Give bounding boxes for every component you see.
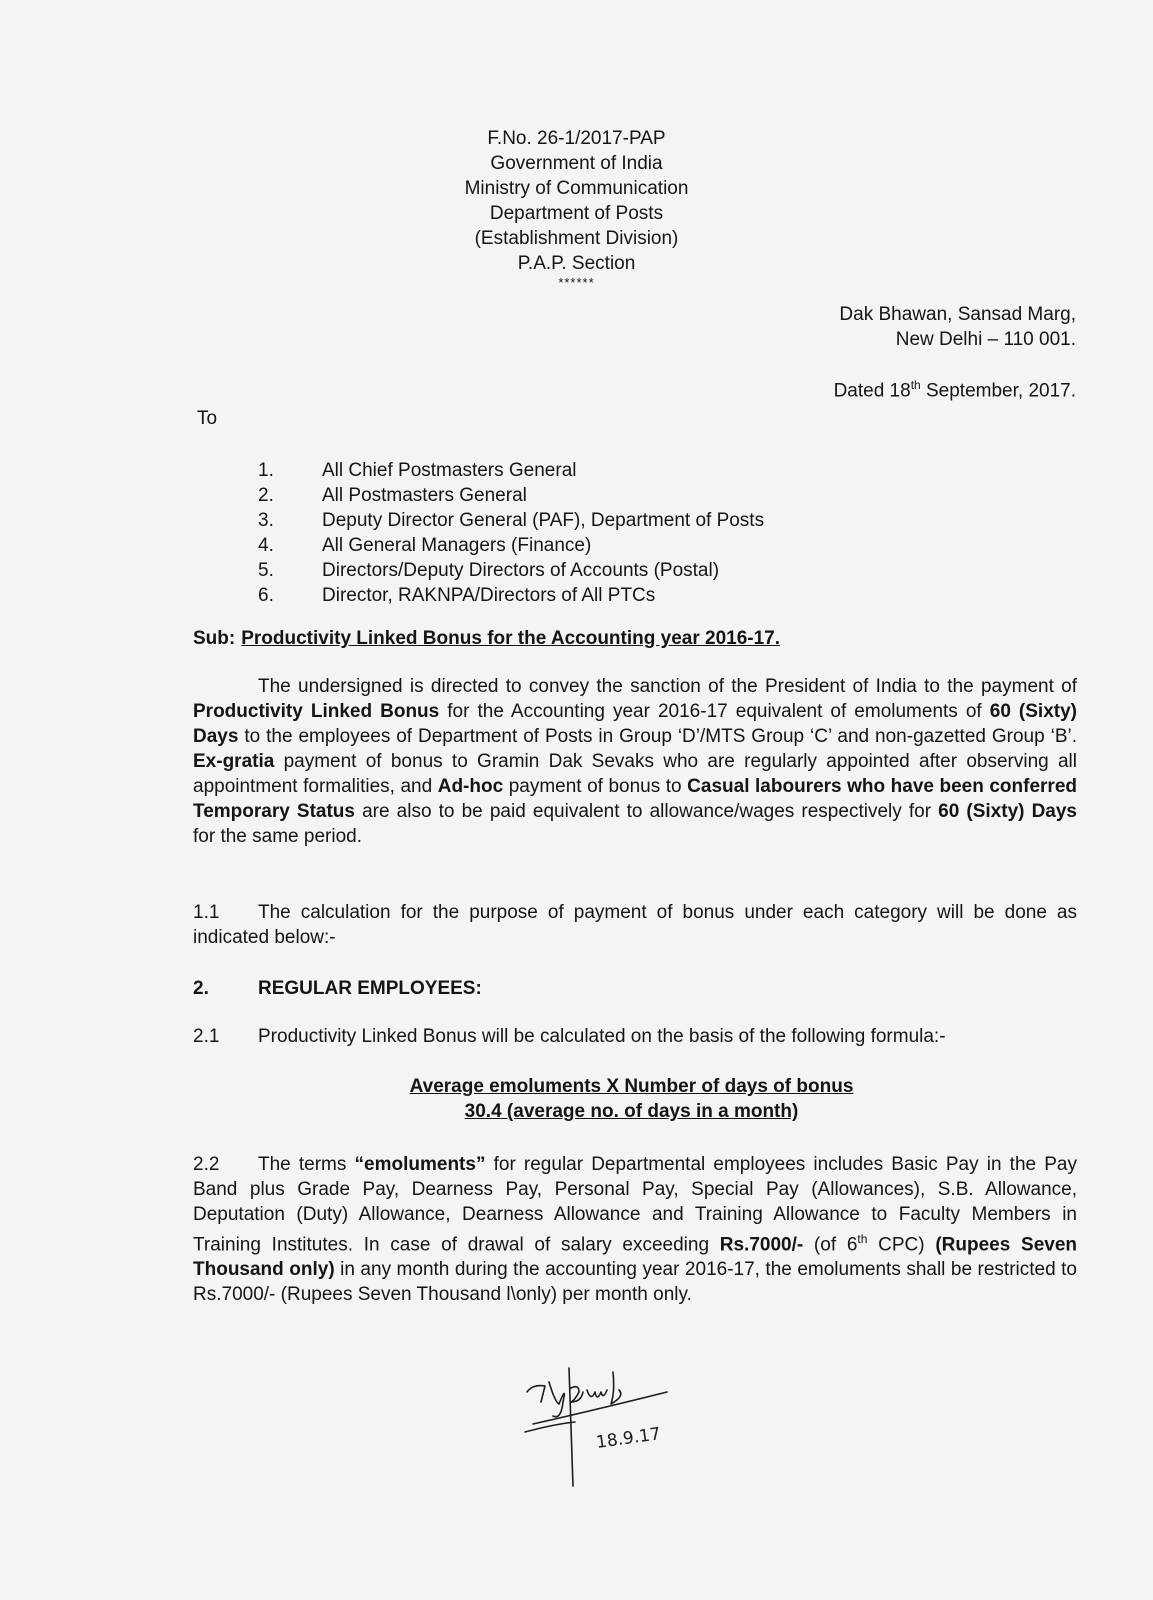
recipient-item — [258, 508, 764, 533]
bold-run: Rs.7000/- — [719, 1234, 804, 1256]
paragraph-text: Productivity Linked Bonus will be calculated on the basis of the following formula:- — [258, 1026, 946, 1047]
paragraph-2-2 — [193, 1152, 1077, 1307]
recipient-text: All General Managers (Finance) — [322, 535, 592, 556]
text-run: CPC) — [867, 1234, 936, 1256]
bold-run: “emoluments” — [354, 1154, 486, 1175]
bold-run: Ad-hoc — [437, 776, 504, 797]
government-name: Government of India — [490, 153, 663, 174]
paragraph-2-1 — [193, 1026, 946, 1048]
letter-header — [0, 126, 1153, 290]
bold-run: (Rupees Seven Thousand only) — [193, 1234, 1077, 1281]
recipient-text: Directors/Deputy Directors of Accounts (Postal) — [322, 560, 720, 581]
recipient-text: All Postmasters General — [322, 485, 527, 506]
signature-icon — [515, 1362, 685, 1492]
bonus-formula — [0, 1074, 1153, 1124]
recipient-text: All Chief Postmasters General — [322, 460, 577, 481]
handwritten-signature — [515, 1362, 685, 1497]
bold-run: 60 (Sixty) Days — [193, 701, 1077, 747]
sender-address — [839, 302, 1076, 352]
text-run: payment of bonus to — [503, 776, 688, 797]
bold-run: Productivity Linked Bonus — [193, 701, 440, 722]
text-run: for regular Departmental employees includes Basic Pay in the Pay Band plus Grade Pay, Dearness Pay, Personal Pay, Special Pay (Allowances), S.B. Allowance, Deputation (Duty) Allowance, Dearness Allowance and Training Allowance to Faculty Members in Training Institutes. In case of drawal of salary exceeding — [193, 1154, 1077, 1256]
recipient-item — [258, 558, 764, 583]
recipient-item — [258, 483, 764, 508]
signature-date: 18.9.17 — [594, 1424, 662, 1453]
to-label: To — [197, 408, 218, 429]
text-run: payment of bonus to Gramin Dak Sevaks who are regularly appointed after observing all appointment formalities, and — [193, 751, 1077, 797]
bold-run: Casual labourers who have been conferred Temporary Status — [193, 776, 1077, 822]
text-run: in any month during the accounting year 2016-17, the emoluments shall be restricted to Rs.7000/- (Rupees Seven Thousand l\only) per month only. — [193, 1259, 1077, 1306]
file-number: F.No. 26-1/2017-PAP — [487, 128, 666, 149]
recipient-number: 3. — [258, 510, 274, 531]
section-2-heading — [193, 978, 482, 1000]
subject-line — [193, 628, 780, 650]
date-suffix: September, 2017. — [920, 380, 1076, 402]
recipient-list — [258, 458, 764, 608]
division-name: (Establishment Division) — [474, 228, 679, 249]
bold-run: Ex-gratia — [193, 751, 275, 772]
text-run: to the employees of Department of Posts in Group ‘D’/MTS Group ‘C’ and non-gazetted Group ‘B’. — [238, 726, 1077, 747]
text-run: (of 6 — [803, 1234, 858, 1256]
recipient-number: 5. — [258, 560, 274, 581]
subject-label: Sub: — [193, 628, 236, 649]
recipient-number: 4. — [258, 535, 274, 556]
paragraph-number: 1.1 — [193, 902, 220, 923]
department-name: Department of Posts — [489, 203, 664, 224]
recipient-item — [258, 583, 764, 608]
text-run: The undersigned is directed to convey the sanction of the President of India to the payment of — [258, 676, 1077, 697]
recipient-item — [258, 458, 764, 483]
date-suffix-ordinal: th — [910, 378, 921, 392]
bold-run: 60 (Sixty) Days — [938, 801, 1077, 822]
header-separator: ****** — [558, 275, 595, 290]
paragraph-1 — [193, 674, 1077, 849]
paragraph-text: The calculation for the purpose of payment of bonus under each category will be done as indicated below:- — [193, 902, 1077, 948]
ministry-name: Ministry of Communication — [464, 178, 689, 199]
section-number: 2. — [193, 978, 209, 999]
recipient-number: 2. — [258, 485, 274, 506]
letter-date — [834, 378, 1076, 402]
address-line-1: Dak Bhawan, Sansad Marg, — [839, 304, 1076, 325]
subject-text: Productivity Linked Bonus for the Accounting year 2016-17. — [241, 628, 781, 649]
date-prefix: Dated 18 — [833, 380, 911, 402]
paragraph-1-1 — [193, 900, 1077, 950]
recipient-text: Deputy Director General (PAF), Department of Posts — [322, 510, 765, 531]
paragraph-number: 2.1 — [193, 1026, 220, 1047]
ordinal-superscript: th — [857, 1232, 868, 1246]
text-run: are also to be paid equivalent to allowance/wages respectively for — [354, 801, 939, 822]
text-run: The terms — [258, 1154, 355, 1175]
formula-numerator: Average emoluments X Number of days of bonus — [409, 1076, 854, 1097]
recipient-number: 1. — [258, 460, 274, 481]
text-run: for the Accounting year 2016-17 equivalent of emoluments of — [439, 701, 990, 722]
section-name: P.A.P. Section — [517, 253, 636, 274]
text-run: for the same period. — [193, 826, 362, 847]
recipient-item — [258, 533, 764, 558]
recipient-number: 6. — [258, 585, 274, 606]
recipient-text: Director, RAKNPA/Directors of All PTCs — [322, 585, 656, 606]
section-title: REGULAR EMPLOYEES: — [258, 978, 482, 999]
address-line-2: New Delhi – 110 001. — [895, 329, 1076, 350]
formula-denominator: 30.4 (average no. of days in a month) — [464, 1101, 799, 1122]
paragraph-number: 2.2 — [193, 1154, 220, 1175]
